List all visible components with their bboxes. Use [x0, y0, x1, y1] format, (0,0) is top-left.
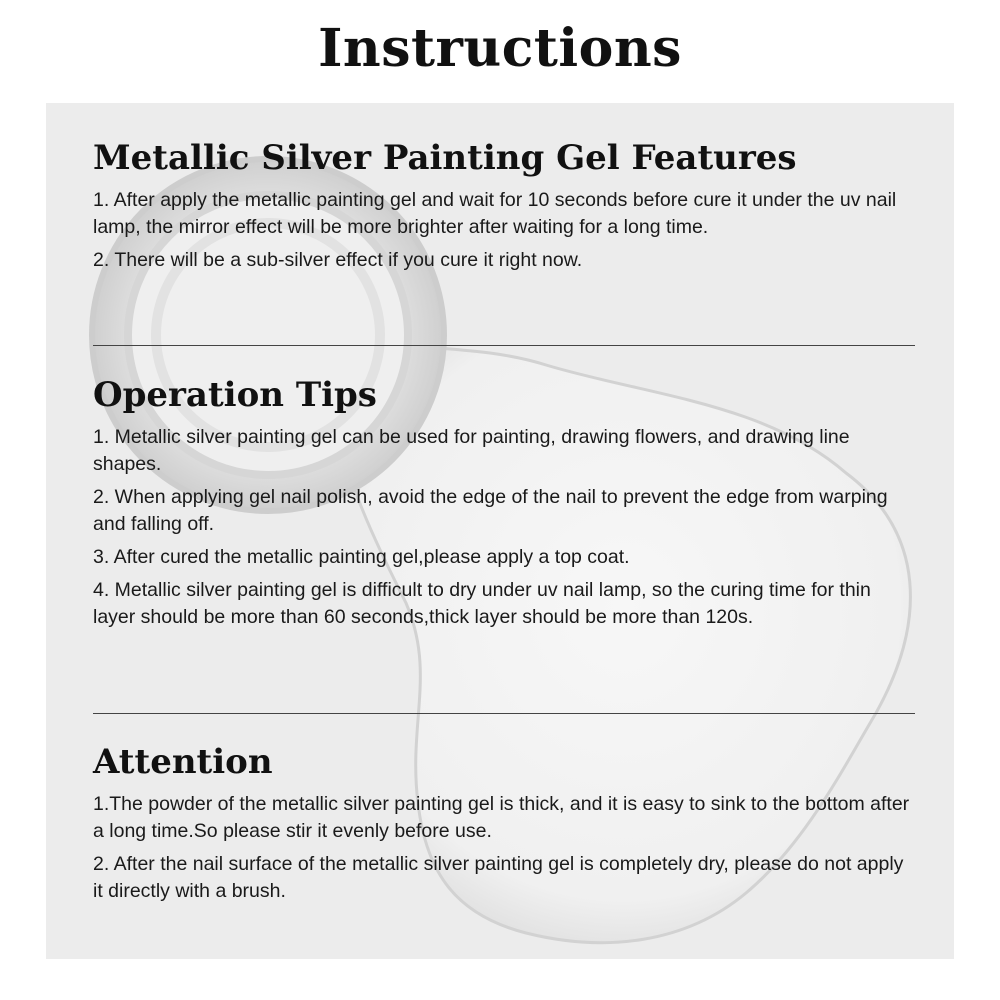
tips-item: 2. When applying gel nail polish, avoid the edge of the nail to prevent the edge from warping and falling off. [93, 486, 888, 535]
tips-item: 3. After cured the metallic painting gel,please apply a top coat. [93, 546, 630, 568]
attention-item: 1.The powder of the metallic silver painting gel is thick, and it is easy to sink to the bottom after a long time.So please stir it evenly before use. [93, 793, 910, 842]
features-item: 2. There will be a sub-silver effect if you cure it right now. [93, 249, 583, 271]
attention-heading: Attention [93, 742, 273, 782]
features-heading: Metallic Silver Painting Gel Features [93, 138, 797, 178]
operation-tips-section [93, 374, 915, 637]
attention-item: 2. After the nail surface of the metallic silver painting gel is completely dry, please do not apply it directly with a brush. [93, 853, 904, 902]
section-divider [93, 345, 915, 346]
tips-item: 1. Metallic silver painting gel can be used for painting, drawing flowers, and drawing line shapes. [93, 426, 850, 475]
section-divider [93, 713, 915, 714]
attention-section [93, 741, 915, 911]
page-title: Instructions [318, 18, 682, 79]
instruction-panel [46, 103, 954, 959]
tips-item: 4. Metallic silver painting gel is difficult to dry under uv nail lamp, so the curing time for thin layer should be more than 60 seconds,thick layer should be more than 120s. [93, 579, 871, 628]
tips-heading: Operation Tips [93, 375, 377, 415]
features-item: 1. After apply the metallic painting gel and wait for 10 seconds before cure it under the uv nail lamp, the mirror effect will be more brighter after waiting for a long time. [93, 189, 897, 238]
features-section [93, 137, 915, 280]
